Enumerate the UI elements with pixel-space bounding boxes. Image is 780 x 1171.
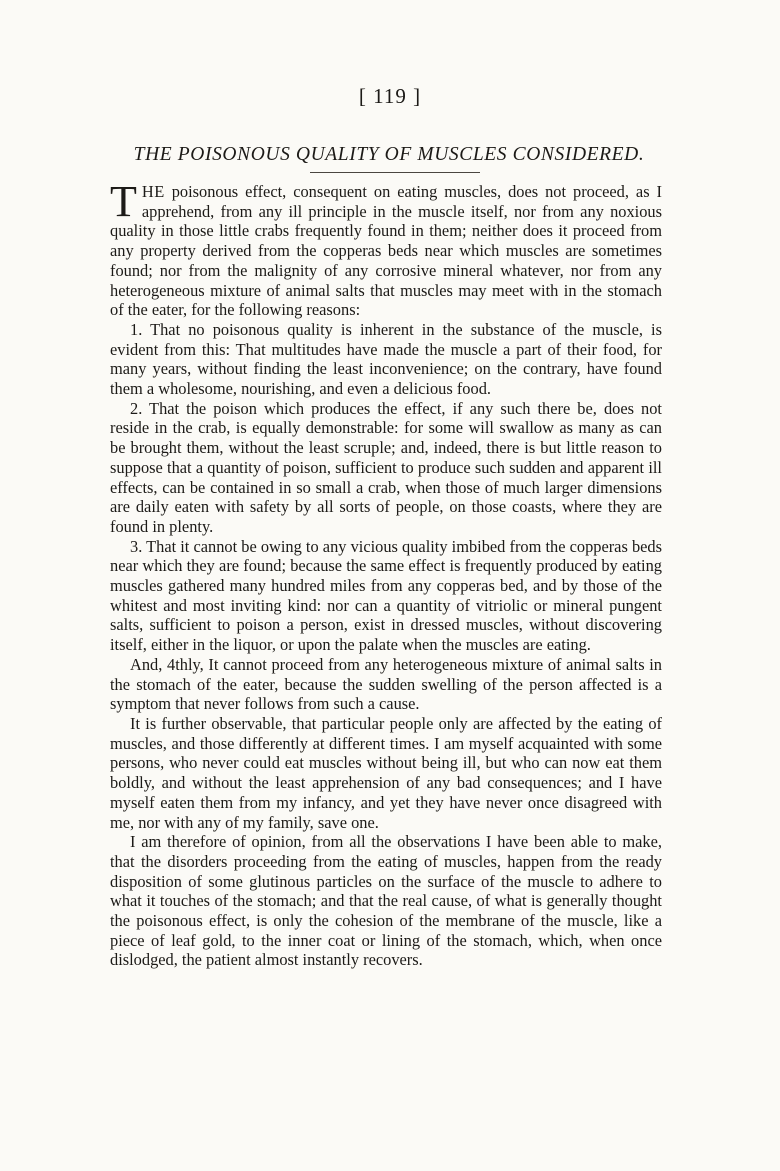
article-title: THE POISONOUS QUALITY OF MUSCLES CONSIDERED. — [133, 144, 645, 165]
paragraph-reason-4: And, 4thly, It cannot proceed from any heterogeneous mixture of animal salts in the stomach of the eater, because the sudden swelling of the person affected is a symptom that never follows from such a cause. — [110, 654, 662, 714]
drop-cap: T — [110, 177, 137, 226]
lead-in: HE — [141, 182, 165, 201]
paragraph-observation: It is further observable, that particular people only are affected by the eating of muscles, and those differently at different times. I am myself acquainted with some persons, who never could eat muscles without being ill, but who can now eat them boldly, and without the least apprehension of any bad consequences; and I have myself eaten them from my infancy, and yet they have never once disagreed with me, nor with any of my family, save one. — [110, 713, 662, 832]
title-rule — [310, 172, 480, 173]
paragraph-text: poisonous effect, consequent on eating muscles, does not proceed, as I apprehend, from any ill principle in the muscle itself, nor from any noxious quality in those little crabs frequently found in them; neither does it proceed from any property derived from the copperas beds near which muscles are sometimes found; nor from the malignity of any corrosive mineral whatever, nor from any heterogeneous mixture of animal salts that muscles may meet with in the stomach of the eater, for the following reasons: — [110, 182, 662, 320]
paragraph-reason-2: 2. That the poison which produces the effect, if any such there be, does not reside in the crab, is equally demonstrable: for some will swallow as many as can be brought them, without the least scruple; and, indeed, there is but little reason to suppose that a quantity of poison, sufficient to produce such sudden and apparent ill effects, can be contained in so small a crab, when those of much larger dimensions are daily eaten with safety by all sorts of people, on those coasts, where they are found in plenty. — [110, 398, 662, 536]
paragraph-conclusion: I am therefore of opinion, from all the observations I have been able to make, that the disorders proceeding from the eating of muscles, happen from the ready disposition of some glutinous particles on the surface of the muscle to adhere to what it touches of the stomach; and that the real cause, of what is generally thought the poisonous effect, is only the cohesion of the membrane of the muscle, like a piece of leaf gold, to the inner coat or lining of the stomach, which, when once dislodged, the patient almost instantly recovers. — [110, 832, 662, 970]
page-number: [ 119 ] — [358, 84, 422, 108]
article-body — [110, 177, 662, 970]
paragraph-intro — [110, 177, 662, 320]
paragraph-reason-3: 3. That it cannot be owing to any vicious quality imbibed from the copperas beds near which they are found; because the same effect is frequently produced by eating muscles gathered many hundred miles from any copperas bed, and by those of the whitest and most inviting kind: nor can a quantity of vitriolic or mineral pungent salts, sufficient to poison a person, exist in dressed muscles, without discovering itself, either in the liquor, or upon the palate when the muscles are eating. — [110, 536, 662, 655]
paragraph-reason-1: 1. That no poisonous quality is inherent in the substance of the muscle, is evident from this: That multitudes have made the muscle a part of their food, for many years, without finding the least inconvenience; on the contrary, have found them a wholesome, nourishing, and even a delicious food. — [110, 319, 662, 399]
